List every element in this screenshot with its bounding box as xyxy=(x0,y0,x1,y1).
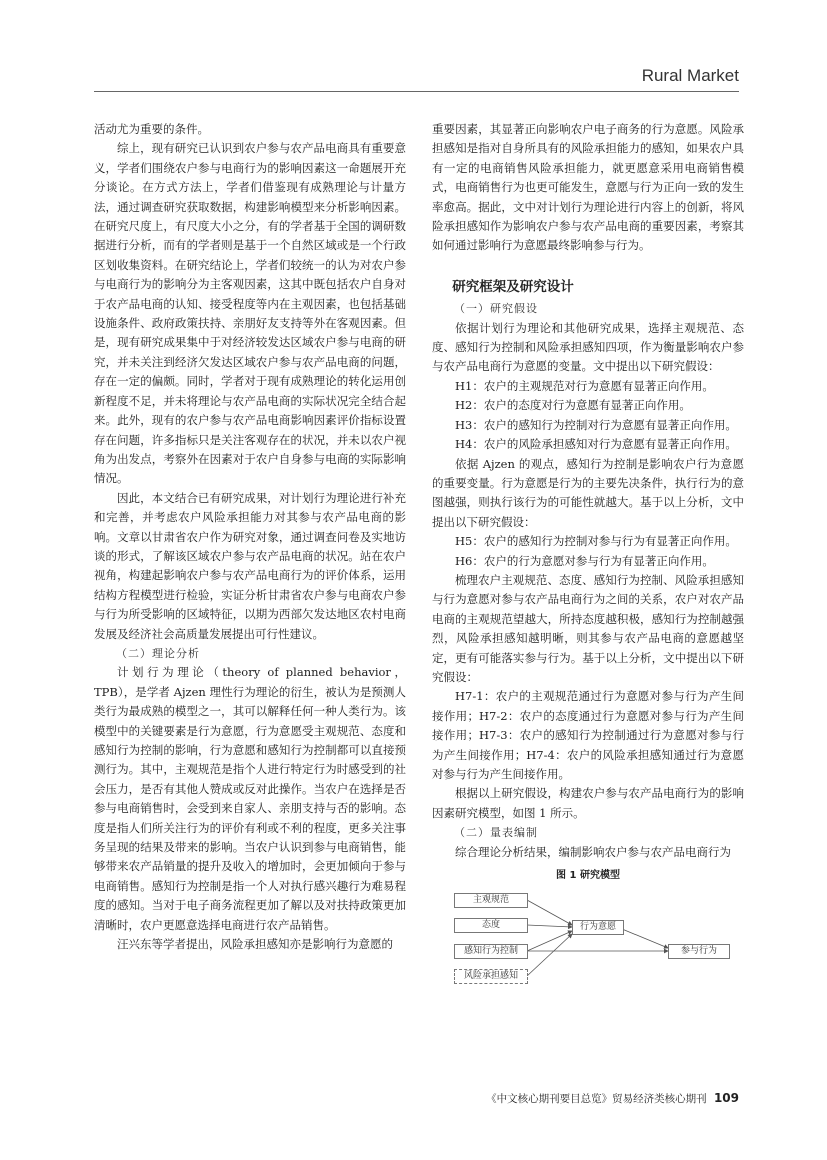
body-paragraph: H4：农户的风险承担感知对行为意愿有显著正向作用。 xyxy=(455,437,737,452)
node-subjective-norm: 主观规范 xyxy=(454,893,528,908)
section-heading: 研究框架及研究设计 xyxy=(452,278,574,295)
header-rule xyxy=(94,91,739,92)
left-column xyxy=(94,120,406,954)
body-paragraph: H1：农户的主观规范对行为意愿有显著正向作用。 xyxy=(455,378,714,393)
body-paragraph: H5：农户的感知行为控制对参与行为有显著正向作用。 xyxy=(455,534,737,549)
body-paragraph: H3：农户的感知行为控制对行为意愿有显著正向作用。 xyxy=(455,417,737,432)
body-paragraph: 汪兴东等学者提出，风险承担感知亦是影响行为意愿的 xyxy=(117,937,393,952)
body-paragraph: 依据 Ajzen 的观点，感知行为控制是影响农户行为意愿的重要变量。行为意愿是行为的主要先决条件，执行行为的意图越强，则执行该行为的可能性就越大。基于以上分析，文中提出以下研究假设： xyxy=(432,456,744,529)
page-number: 109 xyxy=(713,1091,739,1105)
body-paragraph: 因此，本文结合已有研究成果，对计划行为理论进行补充和完善，并考虑农户风险承担能力对其参与农产品电商的影响。文章以甘肃省农户作为研究对象，通过调查问卷及实地访谈的形式，了解该区域农户参与农产品电商的状况。站在农户视角，构建起影响农户参与农产品电商行为的评价体系，运用结构方程模型进行检验，实证分析甘肃省农户参与电商农户参与行为所受影响的区域特征，以期为西部欠发达地区农村电商发展及经济社会高质量发展提出可行性建议。 xyxy=(94,490,406,641)
subsection-heading: （二）量表编制 xyxy=(454,826,538,840)
body-paragraph: 重要因素，其显著正向影响农户电子商务的行为意愿。风险承担感知是指对自身所具有的风险承担能力的感知，如果农户具有一定的电商销售风险承担能力，就更愿意采用电商销售模式，电商销售行为也更可能发生，意愿与行为正向一致的发生率愈高。据此，文中对计划行为理论进行内容上的创新，将风险承担感知作为影响农户参与农产品电商的重要因素，考察其如何通过影响行为意愿最终影响参与行为。 xyxy=(432,122,744,253)
subsection-heading: （一）研究假设 xyxy=(454,302,538,316)
body-paragraph: 计划行为理论（theory of planned behavior，TPB），是学者 Ajzen 理性行为理论的衍生，被认为是预测人类行为最成熟的模型之一，其可以解释任何一种人类行为。该模型中的关键要素是行为意愿，行为意愿受主观规范、态度和感知行为控制的影响，行为意愿和感知行为控制都可以直接预测行为。其中，主观规范是指个人进行特定行为时感受到的社会压力，是否有其他人赞成或反对此操作。当农户在选择是否参与电商销售时，会受到来自家人、亲朋支持与否的影响。态度是指人们所关注行为的评价有利或不利的程度，更多关注事务呈现的结果及带来的影响。当农户认识到参与电商销售，能够带来农产品销量的提升及收入的增加时，会更加倾向于参与电商销售。感知行为控制是指一个人对执行感兴趣行为难易程度的感知。当对于电子商务流程更加了解以及对扶持政策更加清晰时，农户更愿意选择电商进行农产品销售。 xyxy=(94,665,406,932)
body-paragraph: 依据计划行为理论和其他研究成果，选择主观规范、态度、感知行为控制和风险承担感知四项，作为衡量影响农户参与农产品电商行为意愿的变量。文中提出以下研究假设： xyxy=(432,320,744,374)
node-pbc: 感知行为控制 xyxy=(454,944,528,959)
body-paragraph: 活动尤为重要的条件。 xyxy=(94,122,209,136)
arrow-risk-intention xyxy=(527,934,572,976)
body-paragraph: H6：农户的行为意愿对参与行为有显著正向作用。 xyxy=(455,553,714,568)
body-paragraph: H7-1：农户的主观规范通过行为意愿对参与行为产生间接作用；H7-2：农户的态度通过行为意愿对参与行为产生间接作用；H7-3：农户的感知行为控制通过行为意愿对参与行为产生间接作用；H7-4：农户的风险承担感知通过行为意愿对参与行为产生间接作用。 xyxy=(432,689,744,781)
arrow-norm-intention xyxy=(527,900,572,925)
body-paragraph: H2：农户的态度对行为意愿有显著正向作用。 xyxy=(455,398,691,413)
right-column-text xyxy=(432,120,744,862)
arrow-attitude-intention xyxy=(527,925,572,927)
node-behavior: 参与行为 xyxy=(668,944,730,959)
right-column xyxy=(432,120,744,1001)
page-footer xyxy=(486,1091,739,1106)
arrow-pbc-intention xyxy=(527,931,572,951)
body-paragraph: 综合理论分析结果，编制影响农户参与农产品电商行为 xyxy=(455,844,731,859)
body-paragraph: 根据以上研究假设，构建农户参与农产品电商行为的影响因素研究模型，如图 1 所示。 xyxy=(432,786,744,820)
figure-research-model xyxy=(432,891,744,1001)
subsection-heading: （二）理论分析 xyxy=(116,646,200,660)
node-intention: 行为意愿 xyxy=(572,920,624,935)
journal-title: Rural Market xyxy=(641,66,739,85)
body-paragraph: 梳理农户主观规范、态度、感知行为控制、风险承担感知与行为意愿对参与农产品电商行为之间的关系，农户对农产品电商的主观规范望越大，所持态度越积极，感知行为控制越强烈，风险承担感知越明晰，则其参与农产品电商的意愿越坚定，更有可能落实参与行为。基于以上分析，文中提出以下研究假设： xyxy=(432,572,744,684)
figure-caption: 图 1 研究模型 xyxy=(556,870,620,882)
arrow-intention-behavior xyxy=(622,929,668,948)
node-attitude: 态度 xyxy=(454,918,528,933)
body-paragraph: 综上，现有研究已认识到农户参与农产品电商具有重要意义，学者们围绕农户参与电商行为的影响因素这一命题展开充分谈论。在方式方法上，学者们借鉴现有成熟理论与计量方法，通过调查研究获取数据，构建影响模型来分析影响因素。在研究尺度上，有尺度大小之分，有的学者基于全国的调研数据进行分析，而有的学者则是基于一个自然区域或是一个行政区划收集资料。在研究结论上，学者们较统一的认为对农户参与电商行为的影响分为主客观因素，这其中既包括农户自身对于农产品电商的认知、接受程度等内在主观因素，也包括基础设施条件、政府政策扶持、亲朋好友支持等外在客观因素。但是，现有研究成果集中于对经济较发达区域农户参与电商的研究，并未关注到经济欠发达区域农户参与农产品电商的问题，存在一定的偏颇。同时，学者对于现有成熟理论的转化运用创新程度不足，并未将理论与农产品电商的实际状况完全结合起来。此外，现有的农户参与农产品电商影响因素评价指标设置存在问题，许多指标只是关注客观存在的状况，并未以农户视角为出发点，考察外在因素对于农户自身参与电商的实际影响情况。 xyxy=(94,141,406,486)
footer-journal-note: 《中文核心期刊要目总览》贸易经济类核心期刊 xyxy=(486,1093,707,1105)
node-risk-perception: 风险承担感知 xyxy=(454,969,528,984)
